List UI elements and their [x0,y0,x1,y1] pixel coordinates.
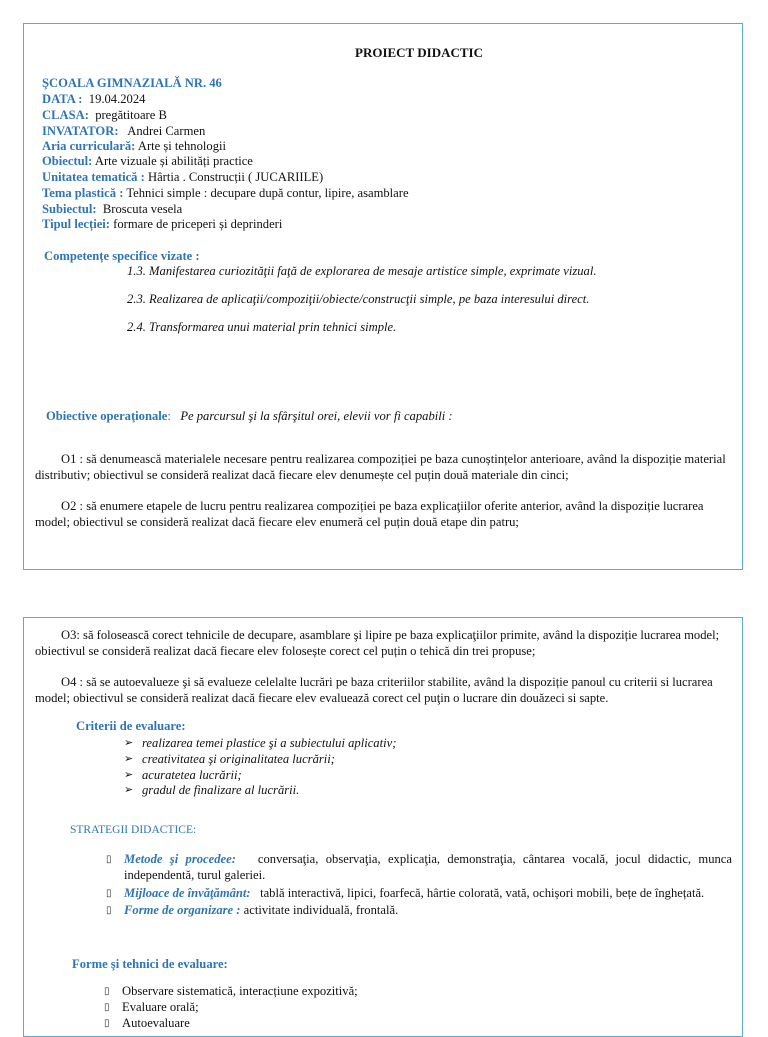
theme-value: Tehnici simple : decupare după contur, lipire, asamblare [126,186,409,200]
evaluation-item-text: Observare sistematică, interacțiune expozitivă; [122,984,358,998]
competence-item: 1.3. Manifestarea curiozităţii faţă de explorarea de mesaje artistice simple, exprimate vizual. [127,264,597,278]
list-item [104,984,358,1000]
objective-o1 [35,451,733,483]
criteria-heading: Criterii de evaluare: [76,719,186,733]
area-value: Arte și tehnologii [137,139,226,153]
objective-o4 [35,674,733,706]
objectives-row: Obiective operaţionale: Pe parcursul şi la sfârşitul orei, elevii vor fi capabili : [46,409,453,423]
list-item [106,885,732,902]
criteria-item-text: creativitatea şi originalitatea lucrării; [142,751,335,766]
subject-label: Obiectul: [42,154,93,168]
list-item [106,852,732,884]
list-item [106,903,732,919]
unit-label: Unitatea tematică : [42,170,145,184]
date-value: 19.04.2024 [88,92,146,106]
square-bullet-icon: ▯ [104,1001,110,1013]
teacher-label: INVATATOR: [42,124,119,138]
arrow-bullet-icon: ➢ [124,752,134,765]
evaluation-item-text: Autoevaluare [122,1015,190,1030]
subject-value: Arte vizuale și abilități practice [94,154,253,168]
topic-value: Broscuta vesela [102,202,183,216]
arrow-bullet-icon: ➢ [124,737,134,749]
lesson-type-label: Tipul lecției: [42,217,110,231]
class-label: CLASA: [42,108,89,122]
class-row [42,108,167,123]
means-value: tablă interactivă, lipici, foarfecă, hârtie colorată, vată, ochișori mobili, bețe de înghețată. [260,885,705,900]
list-item [104,1015,358,1032]
objective-o2-text: O2 : să enumere etapele de lucru pentru realizarea compoziției pe baza explicaţiilor oferite anterior, având la dispoziție lucrarea model; obiectivul se consideră realizat dacă fiecare elev enumeră cel puțin două etape din patru; [35,499,704,529]
lesson-type-value: formare de priceperi și deprinderi [113,217,283,231]
list-item [124,783,396,799]
strategies-heading: STRATEGII DIDACTICE: [70,824,197,836]
competences-heading: Competențe specifice vizate : [44,249,200,263]
class-value: pregătitoare B [95,108,167,122]
theme-row [42,186,409,201]
document-page-2 [23,617,743,1037]
topic-row [42,202,182,217]
square-bullet-icon: ▯ [106,905,112,917]
teacher-row [42,124,205,139]
evaluation-item-text: Evaluare orală; [122,999,199,1014]
criteria-item-text: acuratetea lucrării; [142,767,242,782]
competence-item: 2.3. Realizarea de aplicaţii/compoziţii/obiecte/construcţii simple, pe baza interesului direct. [127,292,590,306]
arrow-bullet-icon: ➢ [124,784,134,797]
square-bullet-icon: ▯ [104,1017,110,1029]
means-label: Mijloace de învăţământ: [124,885,251,900]
date-row [42,92,145,107]
objective-o4-text: O4 : să se autoevalueze şi să evalueze celelalte lucrări pe baza criteriilor stabilite, având la dispoziție panoul cu criterii si lucrarea model; obiectivul se consideră realizat dacă fiecare elev evaluează corect cel puţin o lucrare din douăzeci si sapte. [35,675,713,705]
objective-o3 [35,627,733,659]
forms-label: Forme de organizare : [124,903,241,918]
arrow-bullet-icon: ➢ [124,768,134,781]
area-label: Aria curriculară: [42,139,136,153]
list-item [104,999,358,1016]
square-bullet-icon: ▯ [106,887,112,899]
objectives-heading: Obiective operaţionale [46,409,168,423]
document-title: PROIECT DIDACTIC [355,45,483,60]
methods-label: Metode şi procedee: [124,852,236,866]
competence-item: 2.4. Transformarea unui material prin tehnici simple. [127,320,397,334]
list-item [124,767,396,784]
school-name: ŞCOALA GIMNAZIALĂ NR. 46 [42,76,222,90]
topic-label: Subiectul: [42,202,97,216]
unit-value: Hârtia . Construcții ( JUCARIILE) [147,170,324,184]
evaluation-list [104,984,358,1031]
objective-o3-text: O3: să folosească corect tehnicile de decupare, asamblare şi lipire pe baza explicaţiilor primite, având la dispoziție lucrarea model; obiectivul se consideră realizat dacă fiecare elev folosește corect cel puțin o tehică din trei propuse; [35,628,720,658]
subject-row [42,154,253,169]
date-label: DATA : [42,92,83,106]
list-item [124,736,397,752]
criteria-item-text: gradul de finalizare al lucrării. [142,783,300,798]
objective-o1-text: O1 : să denumească materialele necesare pentru realizarea compoziției pe baza cunoștințelor anterioare, având la dispoziție material distributiv; obiectivul se consideră realizat dacă fiecare elev denumește cel puțin două materiale din cinci; [35,452,726,482]
document-page-1 [23,23,743,570]
square-bullet-icon: ▯ [104,986,110,997]
methods-value: conversaţia, observaţia, explicaţia, demonstraţia, cântarea vocală, jocul didactic, munca independentă, turul galeriei. [124,852,732,882]
objectives-intro: Pe parcursul şi la sfârşitul orei, elevii vor fi capabili : [180,409,453,423]
criteria-list [124,736,397,799]
evaluation-heading: Forme şi tehnici de evaluare: [72,957,228,971]
teacher-value: Andrei Carmen [127,124,206,138]
lesson-type-row [42,217,282,232]
area-row [42,139,226,154]
square-bullet-icon: ▯ [106,854,112,865]
forms-value: activitate individuală, frontală. [243,903,399,918]
strategies-list [106,852,732,919]
unit-row [42,170,323,185]
objective-o2 [35,498,733,530]
list-item [124,751,396,768]
criteria-item-text: realizarea temei plastice şi a subiectului aplicativ; [142,736,397,750]
theme-label: Tema plastică : [42,186,124,200]
